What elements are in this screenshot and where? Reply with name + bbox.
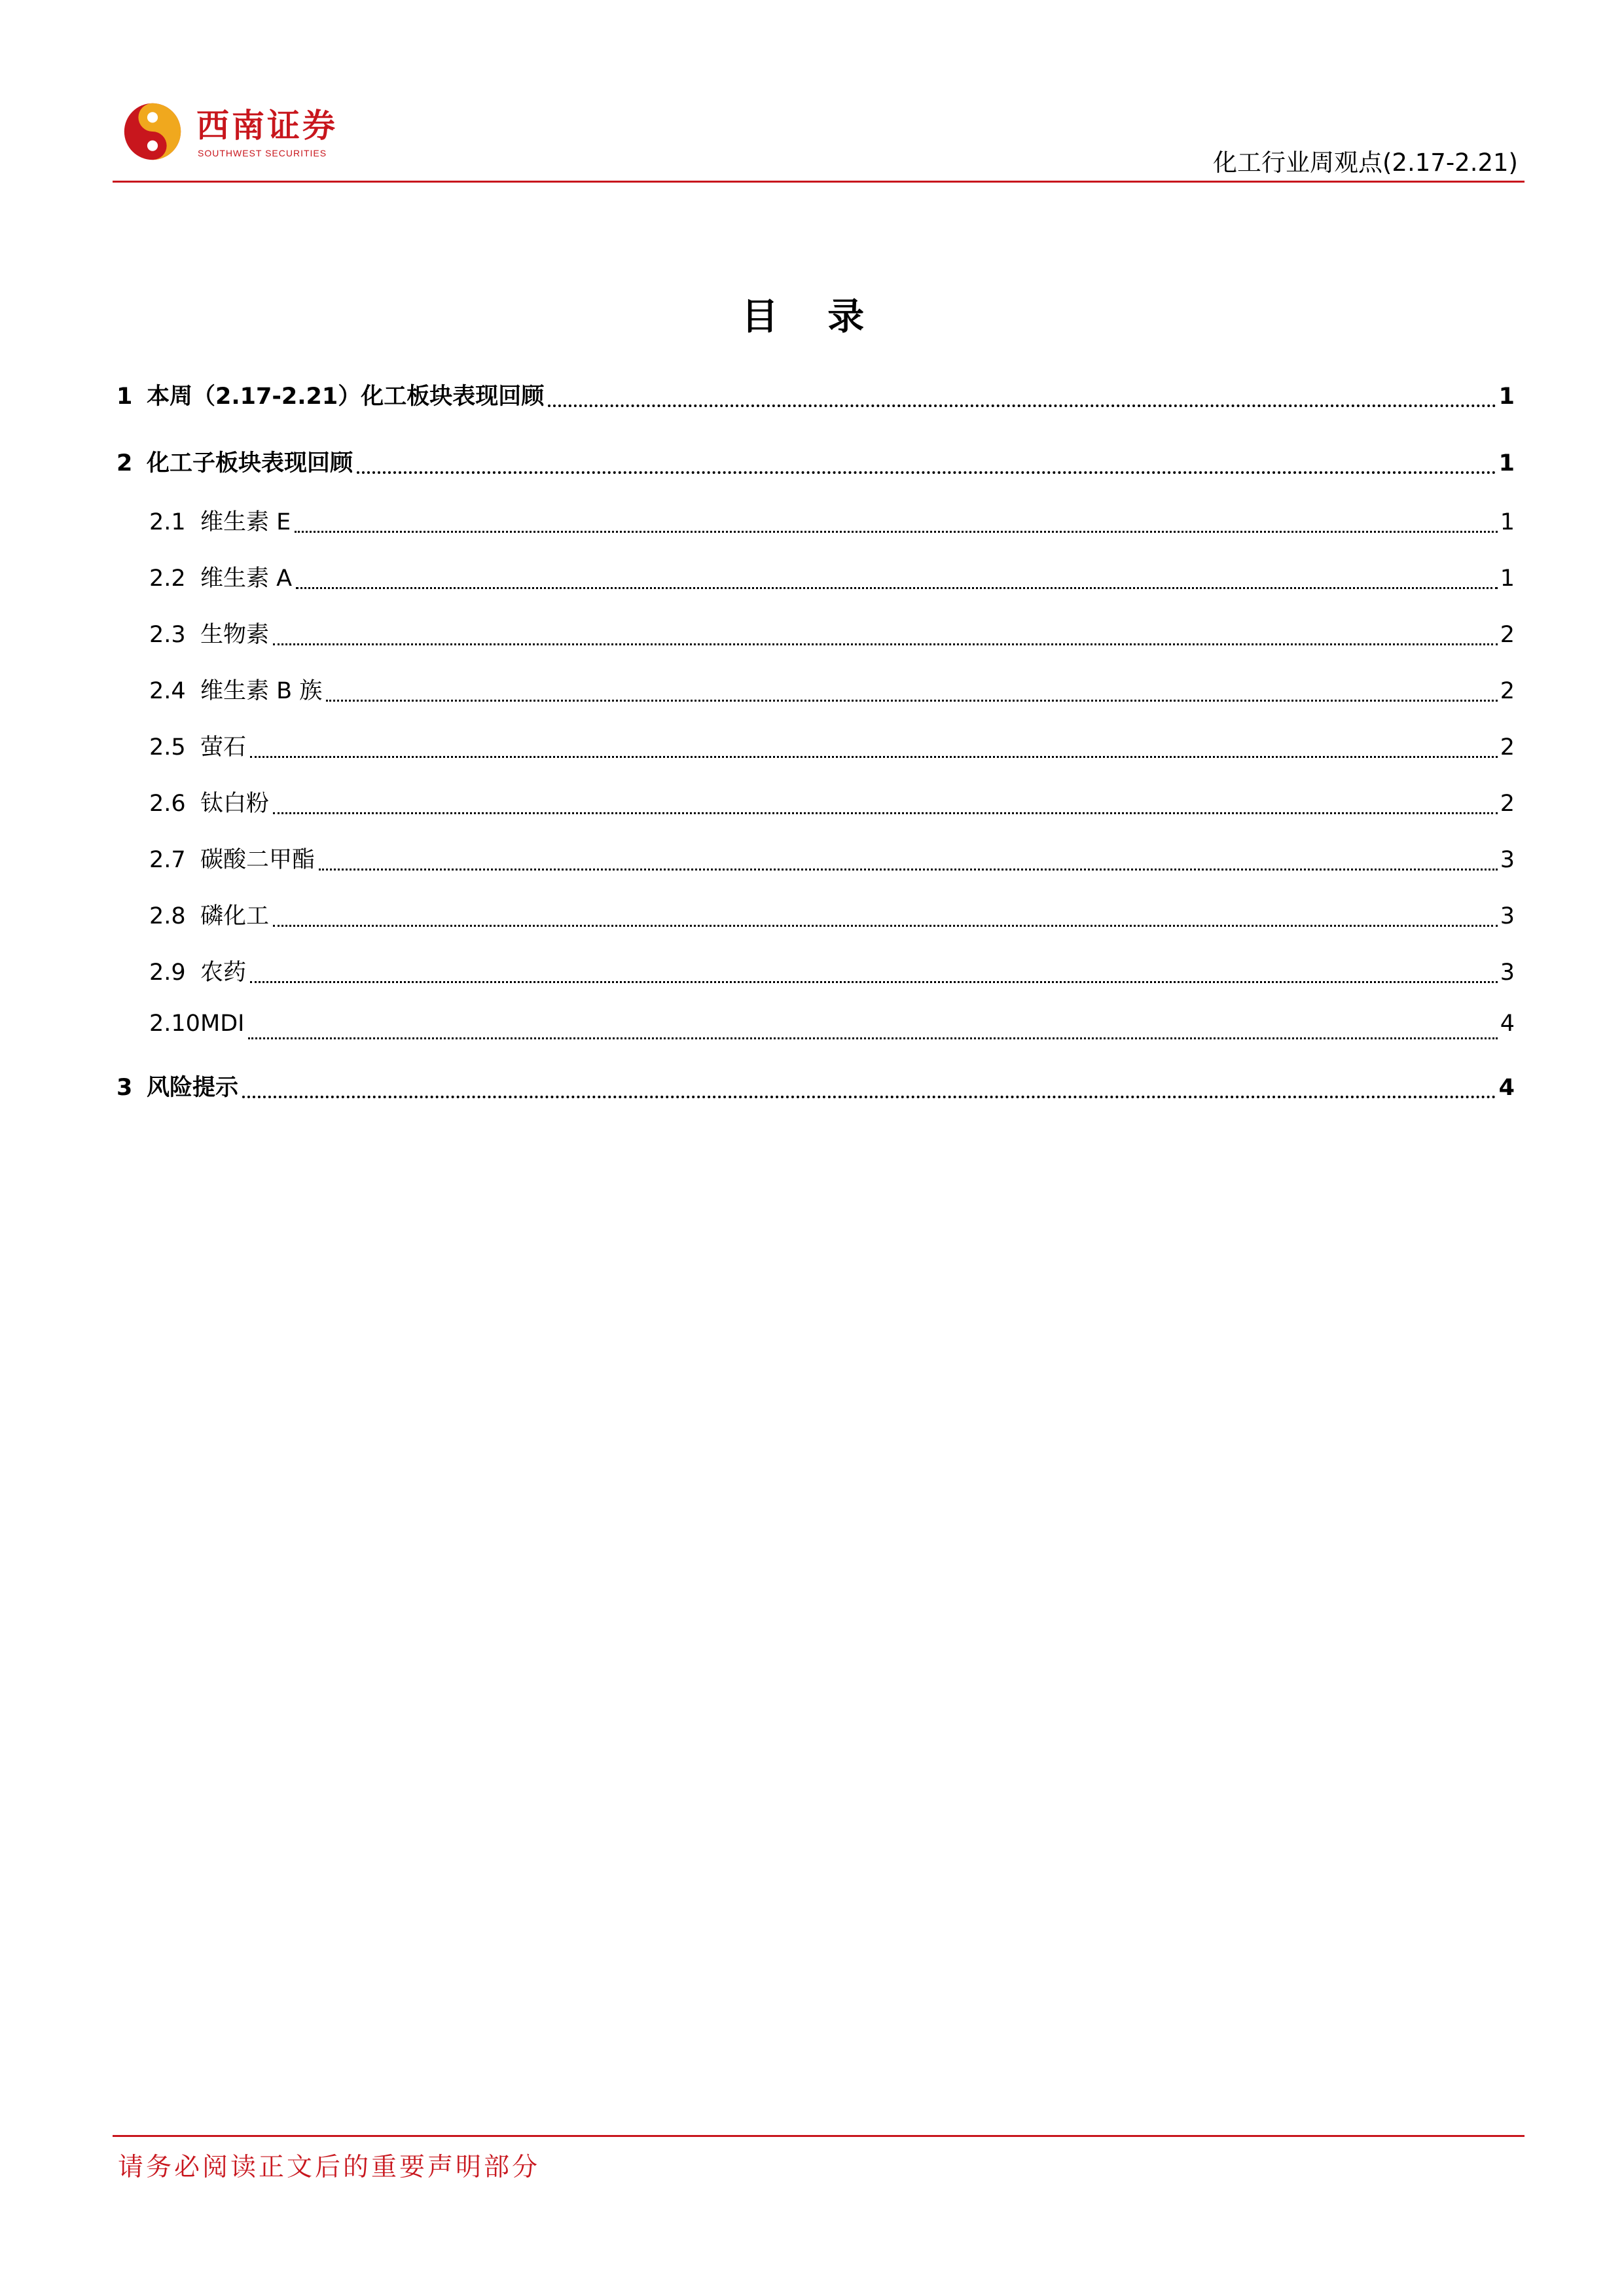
toc-entry-page-number: 1 — [1500, 509, 1515, 535]
toc-entry-page-number: 4 — [1498, 1075, 1515, 1101]
toc-entry-page-number: 2 — [1500, 791, 1515, 817]
toc-entry[interactable] — [117, 1011, 1515, 1045]
toc-entry-label: 本周（2.17-2.21）化工板块表现回顾 — [147, 384, 545, 410]
toc-entry-number: 2.10 — [149, 1011, 200, 1037]
toc-entry-page-number: 1 — [1498, 384, 1515, 410]
toc-entry-page-number: 3 — [1500, 847, 1515, 873]
toc-dot-leader — [273, 812, 1498, 814]
toc-entry-label: 磷化工 — [200, 903, 270, 929]
toc-entry-page-number: 2 — [1500, 678, 1515, 704]
toc-dot-leader — [296, 587, 1498, 589]
logo-company-name-en: SOUTHWEST SECURITIES — [198, 148, 327, 158]
logo-emblem-icon — [123, 102, 182, 161]
report-title: 化工行业周观点(2.17-2.21) — [1213, 149, 1518, 177]
toc-dot-leader — [242, 1096, 1496, 1098]
toc-entry-page-number: 3 — [1500, 903, 1515, 929]
toc-entry[interactable] — [117, 560, 1515, 594]
toc-entry[interactable] — [117, 785, 1515, 819]
toc-entry-number: 2.9 — [149, 960, 186, 986]
toc-entry-number: 2.2 — [149, 565, 186, 592]
toc-entry-label: 化工子板块表现回顾 — [147, 450, 353, 476]
company-logo — [123, 98, 338, 170]
toc-dot-leader — [319, 869, 1498, 870]
toc-entry-label: 生物素 — [200, 622, 270, 648]
toc-entry[interactable] — [117, 954, 1515, 988]
toc-entry-page-number: 4 — [1500, 1011, 1515, 1037]
toc-entry-page-number: 1 — [1500, 565, 1515, 592]
toc-entry[interactable] — [117, 673, 1515, 707]
toc-entry-label: 碳酸二甲酯 — [200, 847, 316, 873]
footer-divider — [113, 2135, 1525, 2137]
toc-entry-number: 2 — [117, 450, 133, 476]
toc-entry-number: 2.5 — [149, 734, 186, 761]
toc-entry-label: 维生素 A — [200, 565, 293, 592]
toc-dot-leader — [250, 756, 1498, 758]
toc-entry-number: 2.7 — [149, 847, 186, 873]
toc-entry-number: 2.6 — [149, 791, 186, 817]
toc-entry-number: 3 — [117, 1075, 133, 1101]
toc-entry-number: 1 — [117, 384, 133, 410]
footer-disclaimer: 请务必阅读正文后的重要声明部分 — [118, 2153, 541, 2182]
toc-entry-number: 2.4 — [149, 678, 186, 704]
toc-entry-label: 农药 — [200, 960, 247, 986]
header-divider — [113, 181, 1525, 183]
toc-entry-page-number: 2 — [1500, 734, 1515, 761]
toc-dot-leader — [326, 700, 1497, 702]
toc-entry[interactable] — [117, 445, 1515, 479]
toc-dot-leader — [250, 981, 1498, 983]
toc-entry-number: 2.1 — [149, 509, 186, 535]
toc-dot-leader — [273, 925, 1498, 927]
toc-entry-label: MDI — [200, 1011, 245, 1037]
toc-entry-number: 2.8 — [149, 903, 186, 929]
toc-entry[interactable] — [117, 1069, 1515, 1103]
toc-entry-page-number: 2 — [1500, 622, 1515, 648]
toc-entry-label: 风险提示 — [147, 1075, 239, 1101]
toc-entry-label: 萤石 — [200, 734, 247, 761]
toc-entry-page-number: 3 — [1500, 960, 1515, 986]
toc-entry[interactable] — [117, 842, 1515, 876]
toc-entry-label: 钛白粉 — [200, 791, 270, 817]
toc-entry-label: 维生素 E — [200, 509, 291, 535]
toc-heading: 目 录 — [741, 295, 883, 338]
logo-company-name: 西南证券 — [196, 106, 338, 145]
toc-entry[interactable] — [117, 898, 1515, 932]
toc-entry[interactable] — [117, 617, 1515, 651]
toc-entry-number: 2.3 — [149, 622, 186, 648]
toc-dot-leader — [273, 643, 1498, 645]
toc-dot-leader — [548, 404, 1496, 407]
toc-entry[interactable] — [117, 378, 1515, 412]
toc-entry-label: 维生素 B 族 — [200, 678, 323, 704]
toc-entry[interactable] — [117, 729, 1515, 763]
toc-dot-leader — [248, 1037, 1497, 1039]
toc-entry-page-number: 1 — [1498, 450, 1515, 476]
toc-dot-leader — [357, 471, 1496, 474]
toc-dot-leader — [295, 531, 1497, 533]
toc-entry[interactable] — [117, 504, 1515, 538]
